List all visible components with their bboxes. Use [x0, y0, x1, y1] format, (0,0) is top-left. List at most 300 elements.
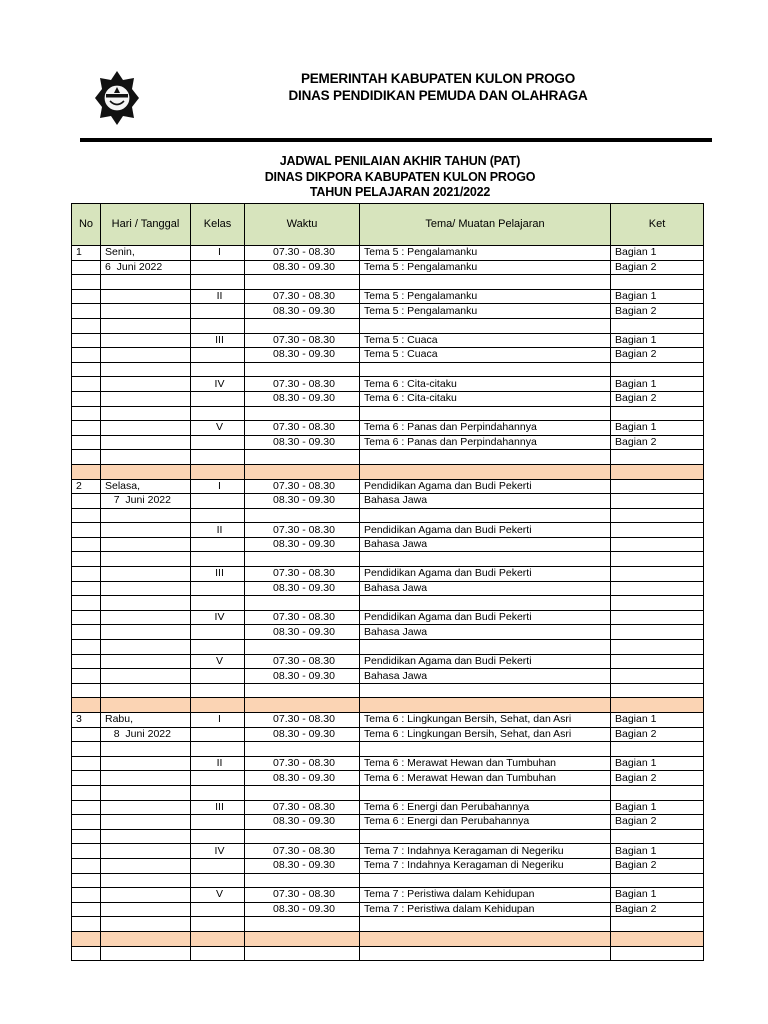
cell-ket: Bagian 1	[611, 421, 704, 436]
cell-tema	[360, 318, 611, 333]
cell-hari-tanggal	[101, 625, 191, 640]
table-row	[72, 260, 704, 275]
cell-kelas	[191, 873, 245, 888]
cell-tema: Tema 6 : Panas dan Perpindahannya	[360, 421, 611, 436]
cell-hari-tanggal	[101, 421, 191, 436]
cell-hari-tanggal	[101, 800, 191, 815]
cell-no	[72, 610, 101, 625]
cell-kelas	[191, 902, 245, 917]
cell-waktu	[245, 318, 360, 333]
cell-ket	[611, 523, 704, 538]
table-row	[72, 596, 704, 611]
cell-kelas	[191, 494, 245, 509]
cell-kelas: IV	[191, 610, 245, 625]
cell-hari-tanggal	[101, 640, 191, 655]
header-no: No	[72, 204, 101, 246]
exam-schedule-table	[71, 203, 704, 961]
cell-no	[72, 785, 101, 800]
cell-no	[72, 742, 101, 757]
cell-hari-tanggal	[101, 902, 191, 917]
cell-tema: Tema 6 : Lingkungan Bersih, Sehat, dan Asri	[360, 727, 611, 742]
cell-ket	[611, 742, 704, 757]
cell-ket: Bagian 1	[611, 246, 704, 261]
cell-tema: Pendidikan Agama dan Budi Pekerti	[360, 567, 611, 582]
cell-no	[72, 450, 101, 465]
cell-waktu	[245, 829, 360, 844]
cell-ket	[611, 581, 704, 596]
table-row	[72, 946, 704, 961]
cell-waktu: 07.30 - 08.30	[245, 333, 360, 348]
cell-ket: Bagian 2	[611, 902, 704, 917]
cell-tema	[360, 275, 611, 290]
table-row	[72, 450, 704, 465]
cell-waktu: 07.30 - 08.30	[245, 289, 360, 304]
cell-hari-tanggal	[101, 304, 191, 319]
cell-hari-tanggal	[101, 654, 191, 669]
cell-waktu: 08.30 - 09.30	[245, 902, 360, 917]
table-row	[72, 625, 704, 640]
cell-waktu: 07.30 - 08.30	[245, 844, 360, 859]
cell-tema: Bahasa Jawa	[360, 537, 611, 552]
table-row	[72, 756, 704, 771]
cell-kelas	[191, 464, 245, 479]
cell-no	[72, 800, 101, 815]
cell-hari-tanggal: Selasa,	[101, 479, 191, 494]
cell-no	[72, 552, 101, 567]
cell-waktu: 08.30 - 09.30	[245, 494, 360, 509]
cell-no	[72, 377, 101, 392]
cell-no	[72, 596, 101, 611]
cell-no	[72, 727, 101, 742]
cell-waktu	[245, 450, 360, 465]
table-row	[72, 391, 704, 406]
cell-tema: Tema 6 : Panas dan Perpindahannya	[360, 435, 611, 450]
table-row	[72, 406, 704, 421]
cell-kelas	[191, 596, 245, 611]
cell-waktu	[245, 698, 360, 713]
cell-ket: Bagian 2	[611, 858, 704, 873]
cell-waktu: 08.30 - 09.30	[245, 581, 360, 596]
cell-kelas: III	[191, 800, 245, 815]
cell-ket: Bagian 1	[611, 333, 704, 348]
cell-ket	[611, 669, 704, 684]
cell-hari-tanggal	[101, 581, 191, 596]
cell-tema	[360, 873, 611, 888]
cell-waktu	[245, 406, 360, 421]
cell-kelas	[191, 304, 245, 319]
table-row	[72, 771, 704, 786]
header-tema: Tema/ Muatan Pelajaran	[360, 204, 611, 246]
cell-hari-tanggal	[101, 406, 191, 421]
cell-waktu	[245, 683, 360, 698]
cell-kelas: I	[191, 479, 245, 494]
cell-waktu	[245, 275, 360, 290]
cell-hari-tanggal	[101, 377, 191, 392]
table-row	[72, 742, 704, 757]
cell-ket: Bagian 1	[611, 800, 704, 815]
table-row	[72, 421, 704, 436]
cell-kelas: II	[191, 289, 245, 304]
cell-ket: Bagian 2	[611, 727, 704, 742]
cell-no	[72, 304, 101, 319]
cell-kelas	[191, 669, 245, 684]
cell-hari-tanggal	[101, 844, 191, 859]
cell-hari-tanggal	[101, 946, 191, 961]
cell-ket: Bagian 1	[611, 377, 704, 392]
header-ket: Ket	[611, 204, 704, 246]
cell-waktu: 08.30 - 09.30	[245, 858, 360, 873]
cell-tema: Tema 7 : Peristiwa dalam Kehidupan	[360, 902, 611, 917]
cell-waktu: 08.30 - 09.30	[245, 304, 360, 319]
cell-no	[72, 348, 101, 363]
table-row	[72, 362, 704, 377]
cell-no	[72, 333, 101, 348]
cell-ket: Bagian 1	[611, 713, 704, 728]
cell-waktu: 07.30 - 08.30	[245, 888, 360, 903]
table-row	[72, 246, 704, 261]
cell-kelas	[191, 508, 245, 523]
cell-kelas	[191, 552, 245, 567]
cell-hari-tanggal	[101, 610, 191, 625]
cell-waktu	[245, 917, 360, 932]
table-row	[72, 567, 704, 582]
cell-waktu	[245, 785, 360, 800]
table-row	[72, 815, 704, 830]
cell-hari-tanggal	[101, 829, 191, 844]
cell-ket: Bagian 1	[611, 289, 704, 304]
table-body	[72, 246, 704, 961]
cell-hari-tanggal: Senin,	[101, 246, 191, 261]
cell-hari-tanggal	[101, 450, 191, 465]
cell-tema	[360, 683, 611, 698]
cell-tema	[360, 508, 611, 523]
cell-no	[72, 698, 101, 713]
cell-waktu: 07.30 - 08.30	[245, 421, 360, 436]
cell-ket: Bagian 1	[611, 756, 704, 771]
cell-hari-tanggal	[101, 742, 191, 757]
cell-ket: Bagian 2	[611, 304, 704, 319]
cell-no: 2	[72, 479, 101, 494]
cell-no	[72, 873, 101, 888]
cell-no	[72, 625, 101, 640]
cell-no	[72, 464, 101, 479]
table-row	[72, 713, 704, 728]
cell-ket: Bagian 2	[611, 771, 704, 786]
cell-tema	[360, 742, 611, 757]
cell-kelas	[191, 727, 245, 742]
table-row	[72, 348, 704, 363]
cell-tema: Pendidikan Agama dan Budi Pekerti	[360, 610, 611, 625]
cell-kelas	[191, 318, 245, 333]
cell-tema: Tema 6 : Cita-citaku	[360, 391, 611, 406]
cell-kelas	[191, 829, 245, 844]
cell-kelas: IV	[191, 844, 245, 859]
header-divider	[80, 138, 712, 142]
title-line3: TAHUN PELAJARAN 2021/2022	[309, 185, 491, 199]
cell-tema	[360, 917, 611, 932]
cell-tema: Tema 7 : Indahnya Keragaman di Negeriku	[360, 858, 611, 873]
table-row	[72, 537, 704, 552]
cell-hari-tanggal	[101, 683, 191, 698]
cell-kelas	[191, 858, 245, 873]
cell-kelas	[191, 406, 245, 421]
cell-waktu	[245, 508, 360, 523]
cell-tema: Bahasa Jawa	[360, 494, 611, 509]
table-row	[72, 479, 704, 494]
cell-waktu: 07.30 - 08.30	[245, 610, 360, 625]
cell-no	[72, 391, 101, 406]
table-row	[72, 785, 704, 800]
cell-waktu: 07.30 - 08.30	[245, 654, 360, 669]
cell-tema: Tema 6 : Energi dan Perubahannya	[360, 815, 611, 830]
cell-no	[72, 406, 101, 421]
cell-hari-tanggal: Rabu,	[101, 713, 191, 728]
cell-tema: Tema 5 : Pengalamanku	[360, 289, 611, 304]
table-row	[72, 902, 704, 917]
cell-hari-tanggal	[101, 508, 191, 523]
cell-no	[72, 931, 101, 946]
cell-tema	[360, 596, 611, 611]
cell-tema: Tema 6 : Cita-citaku	[360, 377, 611, 392]
table-row	[72, 494, 704, 509]
cell-hari-tanggal	[101, 552, 191, 567]
cell-kelas	[191, 450, 245, 465]
cell-kelas: I	[191, 713, 245, 728]
cell-kelas	[191, 640, 245, 655]
cell-tema: Tema 7 : Indahnya Keragaman di Negeriku	[360, 844, 611, 859]
cell-ket	[611, 785, 704, 800]
cell-waktu: 08.30 - 09.30	[245, 348, 360, 363]
table-row	[72, 800, 704, 815]
cell-waktu	[245, 640, 360, 655]
cell-no	[72, 289, 101, 304]
cell-tema	[360, 464, 611, 479]
cell-tema: Bahasa Jawa	[360, 581, 611, 596]
cell-ket	[611, 494, 704, 509]
cell-no	[72, 581, 101, 596]
cell-hari-tanggal	[101, 567, 191, 582]
table-row	[72, 581, 704, 596]
cell-no	[72, 946, 101, 961]
cell-no	[72, 917, 101, 932]
cell-hari-tanggal	[101, 815, 191, 830]
cell-kelas: III	[191, 333, 245, 348]
cell-no	[72, 435, 101, 450]
cell-kelas: V	[191, 654, 245, 669]
cell-kelas: IV	[191, 377, 245, 392]
cell-kelas: V	[191, 421, 245, 436]
organization-header	[258, 70, 618, 104]
cell-kelas: II	[191, 523, 245, 538]
cell-tema	[360, 640, 611, 655]
separator-row	[72, 464, 704, 479]
cell-waktu	[245, 946, 360, 961]
table-row	[72, 508, 704, 523]
cell-waktu: 08.30 - 09.30	[245, 669, 360, 684]
cell-no	[72, 815, 101, 830]
cell-hari-tanggal	[101, 873, 191, 888]
cell-kelas	[191, 815, 245, 830]
cell-ket	[611, 479, 704, 494]
cell-waktu	[245, 552, 360, 567]
table-row	[72, 610, 704, 625]
cell-waktu: 07.30 - 08.30	[245, 479, 360, 494]
cell-hari-tanggal	[101, 289, 191, 304]
cell-ket	[611, 946, 704, 961]
cell-kelas	[191, 771, 245, 786]
org-name-line2: DINAS PENDIDIKAN PEMUDA DAN OLAHRAGA	[288, 88, 588, 103]
table-row	[72, 873, 704, 888]
cell-kelas: I	[191, 246, 245, 261]
table-row	[72, 289, 704, 304]
table-row	[72, 275, 704, 290]
cell-hari-tanggal	[101, 391, 191, 406]
cell-no	[72, 888, 101, 903]
cell-kelas	[191, 581, 245, 596]
cell-waktu: 08.30 - 09.30	[245, 815, 360, 830]
cell-hari-tanggal: 6 Juni 2022	[101, 260, 191, 275]
separator-row	[72, 931, 704, 946]
cell-kelas	[191, 683, 245, 698]
cell-hari-tanggal	[101, 785, 191, 800]
cell-kelas	[191, 931, 245, 946]
cell-no	[72, 362, 101, 377]
table-row	[72, 304, 704, 319]
cell-hari-tanggal	[101, 931, 191, 946]
cell-ket	[611, 610, 704, 625]
document-title	[200, 154, 600, 201]
cell-ket: Bagian 2	[611, 348, 704, 363]
cell-ket	[611, 275, 704, 290]
cell-hari-tanggal: 7 Juni 2022	[101, 494, 191, 509]
cell-waktu: 08.30 - 09.30	[245, 771, 360, 786]
cell-hari-tanggal	[101, 523, 191, 538]
table-row	[72, 683, 704, 698]
cell-kelas: V	[191, 888, 245, 903]
cell-ket: Bagian 2	[611, 435, 704, 450]
cell-hari-tanggal	[101, 333, 191, 348]
cell-kelas	[191, 625, 245, 640]
table-row	[72, 727, 704, 742]
cell-waktu	[245, 362, 360, 377]
cell-ket	[611, 698, 704, 713]
cell-ket	[611, 537, 704, 552]
cell-ket	[611, 464, 704, 479]
cell-hari-tanggal	[101, 435, 191, 450]
cell-kelas	[191, 348, 245, 363]
cell-no	[72, 669, 101, 684]
cell-kelas	[191, 917, 245, 932]
table-row	[72, 654, 704, 669]
cell-hari-tanggal	[101, 756, 191, 771]
cell-ket	[611, 683, 704, 698]
cell-ket: Bagian 2	[611, 260, 704, 275]
cell-tema	[360, 698, 611, 713]
table-row	[72, 917, 704, 932]
cell-ket	[611, 873, 704, 888]
cell-waktu: 07.30 - 08.30	[245, 800, 360, 815]
title-line1: JADWAL PENILAIAN AKHIR TAHUN (PAT)	[279, 154, 521, 168]
cell-tema: Tema 5 : Cuaca	[360, 348, 611, 363]
cell-tema	[360, 829, 611, 844]
cell-hari-tanggal	[101, 318, 191, 333]
cell-hari-tanggal	[101, 669, 191, 684]
cell-tema	[360, 406, 611, 421]
cell-kelas	[191, 698, 245, 713]
cell-no	[72, 829, 101, 844]
cell-hari-tanggal	[101, 348, 191, 363]
cell-no	[72, 537, 101, 552]
cell-ket	[611, 318, 704, 333]
cell-no	[72, 275, 101, 290]
cell-ket	[611, 654, 704, 669]
header-hari-tanggal: Hari / Tanggal	[101, 204, 191, 246]
cell-ket: Bagian 1	[611, 844, 704, 859]
table-row	[72, 435, 704, 450]
cell-tema	[360, 362, 611, 377]
cell-waktu: 08.30 - 09.30	[245, 625, 360, 640]
cell-tema: Tema 5 : Pengalamanku	[360, 260, 611, 275]
cell-hari-tanggal	[101, 275, 191, 290]
cell-tema: Pendidikan Agama dan Budi Pekerti	[360, 479, 611, 494]
table-row	[72, 858, 704, 873]
cell-ket	[611, 917, 704, 932]
cell-hari-tanggal: 8 Juni 2022	[101, 727, 191, 742]
cell-kelas: III	[191, 567, 245, 582]
cell-kelas	[191, 946, 245, 961]
cell-waktu: 07.30 - 08.30	[245, 523, 360, 538]
cell-waktu: 07.30 - 08.30	[245, 713, 360, 728]
cell-tema: Tema 5 : Cuaca	[360, 333, 611, 348]
cell-kelas	[191, 435, 245, 450]
cell-tema: Tema 6 : Energi dan Perubahannya	[360, 800, 611, 815]
cell-kelas	[191, 537, 245, 552]
cell-tema: Tema 7 : Peristiwa dalam Kehidupan	[360, 888, 611, 903]
cell-waktu: 08.30 - 09.30	[245, 537, 360, 552]
cell-waktu	[245, 464, 360, 479]
cell-hari-tanggal	[101, 888, 191, 903]
cell-tema: Pendidikan Agama dan Budi Pekerti	[360, 523, 611, 538]
cell-waktu: 08.30 - 09.30	[245, 391, 360, 406]
cell-ket	[611, 552, 704, 567]
cell-no	[72, 844, 101, 859]
cell-waktu: 07.30 - 08.30	[245, 756, 360, 771]
cell-ket: Bagian 1	[611, 888, 704, 903]
cell-ket	[611, 625, 704, 640]
separator-row	[72, 698, 704, 713]
cell-ket	[611, 596, 704, 611]
cell-no	[72, 771, 101, 786]
cell-tema	[360, 450, 611, 465]
org-name-line1: PEMERINTAH KABUPATEN KULON PROGO	[300, 71, 576, 86]
cell-no	[72, 508, 101, 523]
cell-waktu	[245, 931, 360, 946]
cell-no	[72, 683, 101, 698]
cell-ket	[611, 931, 704, 946]
cell-hari-tanggal	[101, 771, 191, 786]
header-waktu: Waktu	[245, 204, 360, 246]
cell-waktu	[245, 742, 360, 757]
cell-hari-tanggal	[101, 464, 191, 479]
cell-tema: Tema 6 : Merawat Hewan dan Tumbuhan	[360, 756, 611, 771]
cell-waktu	[245, 873, 360, 888]
cell-tema: Tema 6 : Merawat Hewan dan Tumbuhan	[360, 771, 611, 786]
cell-kelas	[191, 742, 245, 757]
cell-ket	[611, 508, 704, 523]
cell-ket	[611, 829, 704, 844]
table-row	[72, 829, 704, 844]
kulon-progo-emblem-icon	[94, 70, 140, 126]
